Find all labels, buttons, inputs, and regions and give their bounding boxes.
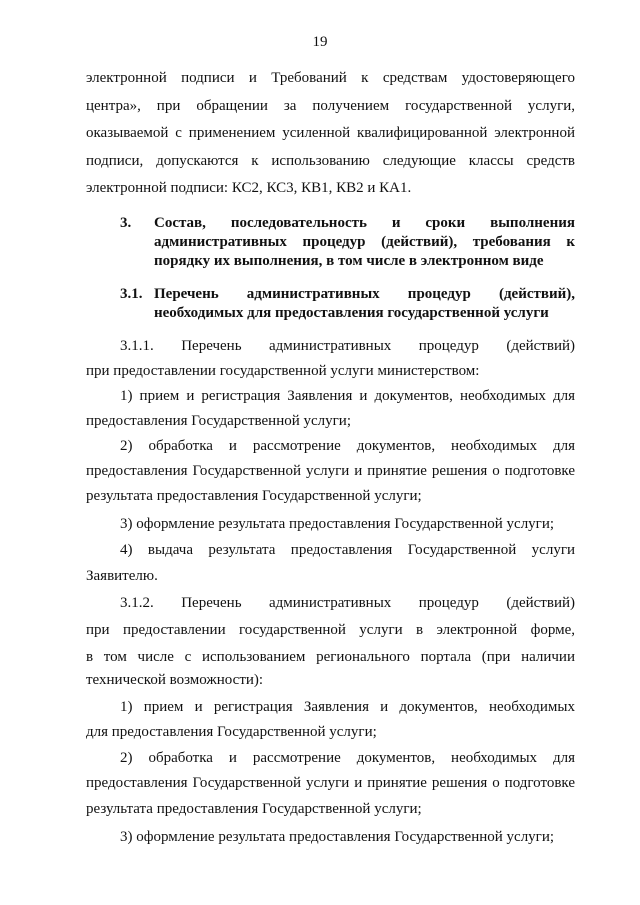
list-item-line: предоставления Государственной услуги; bbox=[86, 413, 351, 429]
list-item-line: 2) обработка и рассмотрение документов, необходимых для bbox=[120, 750, 575, 766]
paragraph-line: 3.1.2. Перечень административных процедур (действий) bbox=[120, 595, 575, 611]
subsection-heading-line: необходимых для предоставления государственной услуги bbox=[154, 305, 549, 321]
list-item-line: 3) оформление результата предоставления Государственной услуги; bbox=[120, 516, 555, 532]
paragraph-line: в том числе с использованием регионального портала (при наличии bbox=[86, 649, 575, 665]
list-item-line: 4) выдача результата предоставления Государственной услуги bbox=[120, 542, 575, 558]
intro-line: подписи, допускаются к использованию следующие классы средств bbox=[86, 153, 575, 169]
list-item-line: 2) обработка и рассмотрение документов, необходимых для bbox=[120, 438, 575, 454]
list-item-line: 1) прием и регистрация Заявления и документов, необходимых для bbox=[120, 388, 575, 404]
paragraph-line: при предоставлении государственной услуги в электронной форме, bbox=[86, 622, 575, 638]
subsection-number: 3.1. bbox=[120, 286, 143, 302]
list-item-line: 3) оформление результата предоставления Государственной услуги; bbox=[120, 829, 555, 845]
paragraph-line: 3.1.1. Перечень административных процедур (действий) bbox=[120, 338, 575, 354]
list-item-line: 1) прием и регистрация Заявления и документов, необходимых bbox=[120, 699, 575, 715]
list-item-line: результата предоставления Государственной услуги; bbox=[86, 488, 422, 504]
intro-line: оказываемой с применением усиленной квалифицированной электронной bbox=[86, 125, 575, 141]
paragraph-line: при предоставлении государственной услуги министерством: bbox=[86, 363, 480, 379]
section-heading-line: административных процедур (действий), требования к bbox=[154, 234, 575, 250]
page-number: 19 bbox=[312, 34, 328, 50]
section-heading-line: порядку их выполнения, в том числе в электронном виде bbox=[154, 253, 544, 269]
list-item-line: предоставления Государственной услуги и принятие решения о подготовке bbox=[86, 775, 575, 791]
intro-line: электронной подписи: КС2, КС3, КВ1, КВ2 и КА1. bbox=[86, 180, 412, 196]
list-item-line: для предоставления Государственной услуги; bbox=[86, 724, 377, 740]
list-item-line: результата предоставления Государственной услуги; bbox=[86, 801, 422, 817]
list-item-line: Заявителю. bbox=[86, 568, 158, 584]
list-item-line: предоставления Государственной услуги и принятие решения о подготовке bbox=[86, 463, 575, 479]
intro-line: центра», при обращении за получением государственной услуги, bbox=[86, 98, 575, 114]
section-number: 3. bbox=[120, 215, 132, 231]
intro-line: электронной подписи и Требований к средствам удостоверяющего bbox=[86, 70, 575, 86]
section-heading-line: Состав, последовательность и сроки выполнения bbox=[154, 215, 575, 231]
paragraph-line: технической возможности): bbox=[86, 672, 264, 688]
subsection-heading-line: Перечень административных процедур (действий), bbox=[154, 286, 575, 302]
